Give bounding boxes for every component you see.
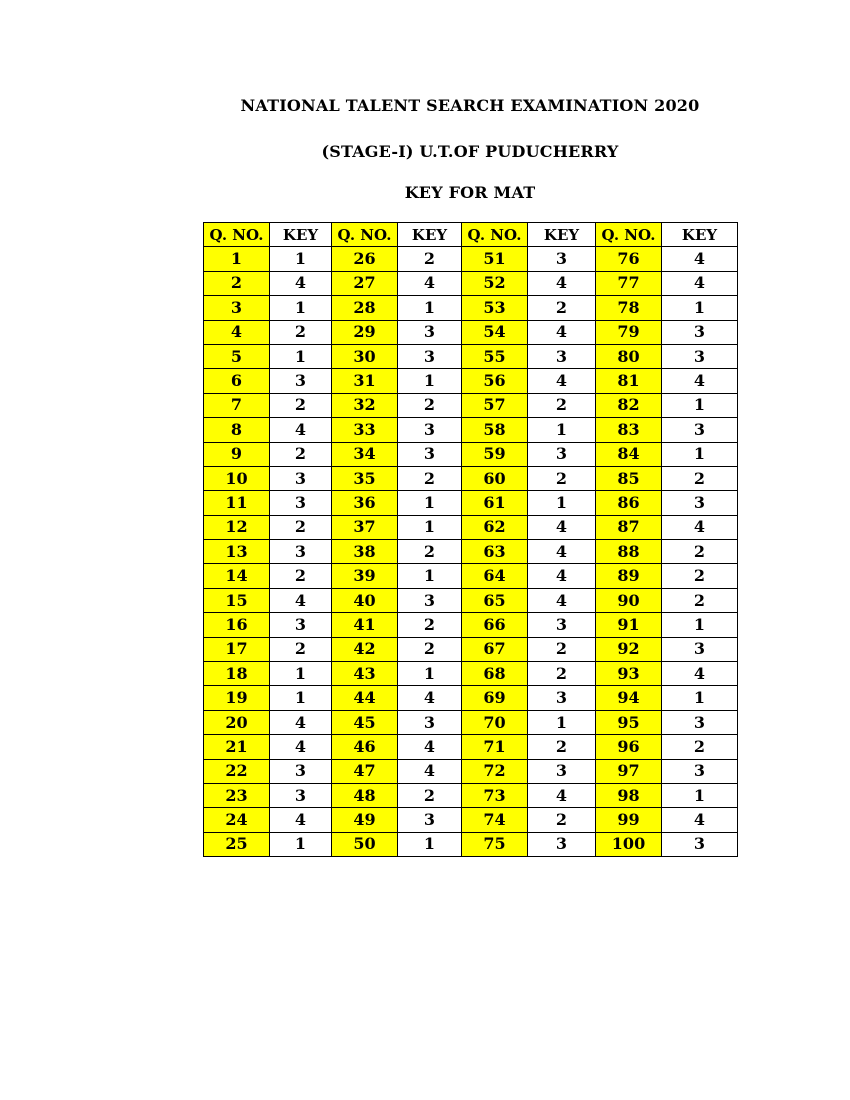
answer-key-cell: 3	[662, 637, 738, 661]
answer-key-cell: 4	[528, 515, 596, 539]
question-number-cell: 68	[462, 662, 528, 686]
table-row	[204, 442, 738, 466]
question-number-cell: 81	[596, 369, 662, 393]
question-number-cell: 98	[596, 783, 662, 807]
answer-key-cell: 2	[398, 540, 462, 564]
answer-key-cell: 1	[398, 515, 462, 539]
question-number-cell: 5	[204, 344, 270, 368]
question-number-cell: 24	[204, 808, 270, 832]
answer-key-cell: 4	[528, 588, 596, 612]
answer-key-cell: 3	[528, 442, 596, 466]
answer-key-cell: 1	[662, 686, 738, 710]
question-number-cell: 83	[596, 418, 662, 442]
question-number-cell: 30	[332, 344, 398, 368]
question-number-cell: 74	[462, 808, 528, 832]
answer-key-cell: 2	[528, 808, 596, 832]
question-number-cell: 96	[596, 735, 662, 759]
question-number-cell: 21	[204, 735, 270, 759]
question-number-cell: 51	[462, 247, 528, 271]
table-row	[204, 491, 738, 515]
header-key: KEY	[270, 223, 332, 247]
question-number-cell: 57	[462, 393, 528, 417]
question-number-cell: 27	[332, 271, 398, 295]
question-number-cell: 34	[332, 442, 398, 466]
answer-key-cell: 4	[662, 808, 738, 832]
question-number-cell: 3	[204, 296, 270, 320]
question-number-cell: 9	[204, 442, 270, 466]
table-row	[204, 466, 738, 490]
answer-key-cell: 4	[528, 564, 596, 588]
answer-key-cell: 1	[270, 662, 332, 686]
answer-key-cell: 4	[528, 540, 596, 564]
answer-key-cell: 3	[270, 491, 332, 515]
question-number-cell: 90	[596, 588, 662, 612]
question-number-cell: 19	[204, 686, 270, 710]
table-row	[204, 320, 738, 344]
question-number-cell: 73	[462, 783, 528, 807]
answer-key-cell: 1	[398, 662, 462, 686]
answer-key-cell: 1	[662, 393, 738, 417]
answer-key-cell: 1	[662, 442, 738, 466]
question-number-cell: 15	[204, 588, 270, 612]
answer-key-cell: 3	[528, 832, 596, 856]
answer-key-cell: 3	[662, 832, 738, 856]
table-row	[204, 832, 738, 856]
answer-key-cell: 3	[662, 320, 738, 344]
answer-key-cell: 3	[528, 344, 596, 368]
question-number-cell: 92	[596, 637, 662, 661]
answer-key-cell: 3	[398, 320, 462, 344]
table-row	[204, 564, 738, 588]
question-number-cell: 79	[596, 320, 662, 344]
table-row	[204, 393, 738, 417]
question-number-cell: 41	[332, 613, 398, 637]
table-row	[204, 613, 738, 637]
answer-key-cell: 2	[270, 564, 332, 588]
answer-key-cell: 4	[528, 271, 596, 295]
section-title: KEY FOR MAT	[404, 183, 536, 202]
question-number-cell: 66	[462, 613, 528, 637]
answer-key-cell: 3	[662, 491, 738, 515]
answer-key-cell: 2	[528, 735, 596, 759]
table-row	[204, 296, 738, 320]
answer-key-cell: 3	[398, 710, 462, 734]
question-number-cell: 49	[332, 808, 398, 832]
question-number-cell: 44	[332, 686, 398, 710]
question-number-cell: 38	[332, 540, 398, 564]
question-number-cell: 70	[462, 710, 528, 734]
question-number-cell: 10	[204, 466, 270, 490]
question-number-cell: 76	[596, 247, 662, 271]
table-row	[204, 540, 738, 564]
question-number-cell: 89	[596, 564, 662, 588]
answer-key-cell: 3	[662, 418, 738, 442]
answer-key-cell: 2	[398, 613, 462, 637]
question-number-cell: 55	[462, 344, 528, 368]
answer-key-cell: 4	[270, 710, 332, 734]
table-row	[204, 271, 738, 295]
question-number-cell: 94	[596, 686, 662, 710]
question-number-cell: 8	[204, 418, 270, 442]
answer-key-cell: 3	[270, 613, 332, 637]
question-number-cell: 54	[462, 320, 528, 344]
answer-key-cell: 2	[398, 637, 462, 661]
answer-key-cell: 2	[528, 662, 596, 686]
table-row	[204, 369, 738, 393]
answer-key-cell: 2	[398, 466, 462, 490]
question-number-cell: 35	[332, 466, 398, 490]
question-number-cell: 16	[204, 613, 270, 637]
question-number-cell: 67	[462, 637, 528, 661]
table-header-row	[204, 223, 738, 247]
table-row	[204, 515, 738, 539]
answer-key-cell: 3	[270, 369, 332, 393]
question-number-cell: 26	[332, 247, 398, 271]
answer-key-cell: 2	[528, 637, 596, 661]
answer-key-cell: 1	[398, 491, 462, 515]
answer-key-cell: 1	[270, 296, 332, 320]
question-number-cell: 18	[204, 662, 270, 686]
question-number-cell: 17	[204, 637, 270, 661]
answer-key-cell: 4	[270, 588, 332, 612]
question-number-cell: 95	[596, 710, 662, 734]
answer-key-cell: 3	[662, 759, 738, 783]
answer-key-cell: 1	[528, 418, 596, 442]
question-number-cell: 40	[332, 588, 398, 612]
question-number-cell: 72	[462, 759, 528, 783]
answer-key-cell: 1	[270, 247, 332, 271]
question-number-cell: 22	[204, 759, 270, 783]
question-number-cell: 2	[204, 271, 270, 295]
answer-key-cell: 2	[662, 466, 738, 490]
header-question-number: Q. NO.	[462, 223, 528, 247]
question-number-cell: 80	[596, 344, 662, 368]
table-row	[204, 418, 738, 442]
answer-key-cell: 4	[270, 418, 332, 442]
question-number-cell: 12	[204, 515, 270, 539]
answer-key-cell: 2	[528, 296, 596, 320]
answer-key-cell: 2	[270, 393, 332, 417]
table-row	[204, 686, 738, 710]
question-number-cell: 87	[596, 515, 662, 539]
question-number-cell: 42	[332, 637, 398, 661]
page-title: NATIONAL TALENT SEARCH EXAMINATION 2020	[240, 96, 700, 115]
question-number-cell: 11	[204, 491, 270, 515]
question-number-cell: 52	[462, 271, 528, 295]
question-number-cell: 33	[332, 418, 398, 442]
table-row	[204, 588, 738, 612]
question-number-cell: 60	[462, 466, 528, 490]
answer-key-cell: 1	[398, 296, 462, 320]
answer-key-cell: 4	[528, 783, 596, 807]
question-number-cell: 77	[596, 271, 662, 295]
question-number-cell: 32	[332, 393, 398, 417]
answer-key-cell: 3	[398, 808, 462, 832]
question-number-cell: 45	[332, 710, 398, 734]
question-number-cell: 58	[462, 418, 528, 442]
answer-key-cell: 1	[662, 783, 738, 807]
answer-key-cell: 1	[270, 344, 332, 368]
answer-key-cell: 4	[270, 735, 332, 759]
answer-key-cell: 3	[662, 344, 738, 368]
answer-key-cell: 4	[662, 369, 738, 393]
answer-key-cell: 1	[270, 832, 332, 856]
question-number-cell: 43	[332, 662, 398, 686]
header-question-number: Q. NO.	[204, 223, 270, 247]
answer-key-cell: 2	[528, 393, 596, 417]
question-number-cell: 29	[332, 320, 398, 344]
question-number-cell: 53	[462, 296, 528, 320]
answer-key-cell: 2	[662, 735, 738, 759]
answer-key-cell: 3	[270, 540, 332, 564]
question-number-cell: 65	[462, 588, 528, 612]
answer-key-cell: 3	[528, 686, 596, 710]
answer-key-cell: 3	[398, 344, 462, 368]
header-question-number: Q. NO.	[596, 223, 662, 247]
question-number-cell: 47	[332, 759, 398, 783]
question-number-cell: 71	[462, 735, 528, 759]
page-subtitle: (STAGE-I) U.T.OF PUDUCHERRY	[321, 142, 619, 161]
header-key: KEY	[662, 223, 738, 247]
answer-key-cell: 3	[528, 247, 596, 271]
question-number-cell: 64	[462, 564, 528, 588]
header-key: KEY	[398, 223, 462, 247]
answer-key-cell: 2	[662, 540, 738, 564]
answer-key-cell: 3	[662, 710, 738, 734]
answer-key-cell: 2	[528, 466, 596, 490]
table-row	[204, 637, 738, 661]
question-number-cell: 85	[596, 466, 662, 490]
answer-key-cell: 4	[662, 515, 738, 539]
question-number-cell: 84	[596, 442, 662, 466]
answer-key-cell: 3	[528, 759, 596, 783]
question-number-cell: 56	[462, 369, 528, 393]
answer-key-cell: 4	[398, 735, 462, 759]
question-number-cell: 97	[596, 759, 662, 783]
answer-key-cell: 3	[398, 418, 462, 442]
question-number-cell: 7	[204, 393, 270, 417]
answer-key-table	[203, 222, 738, 857]
table-row	[204, 783, 738, 807]
question-number-cell: 78	[596, 296, 662, 320]
table-row	[204, 662, 738, 686]
answer-key-cell: 2	[398, 247, 462, 271]
question-number-cell: 39	[332, 564, 398, 588]
question-number-cell: 20	[204, 710, 270, 734]
question-number-cell: 59	[462, 442, 528, 466]
question-number-cell: 25	[204, 832, 270, 856]
header-question-number: Q. NO.	[332, 223, 398, 247]
answer-key-cell: 3	[398, 442, 462, 466]
question-number-cell: 99	[596, 808, 662, 832]
question-number-cell: 46	[332, 735, 398, 759]
answer-key-cell: 1	[270, 686, 332, 710]
answer-key-cell: 2	[398, 783, 462, 807]
answer-key-cell: 3	[270, 466, 332, 490]
question-number-cell: 50	[332, 832, 398, 856]
question-number-cell: 37	[332, 515, 398, 539]
answer-key-cell: 2	[662, 564, 738, 588]
question-number-cell: 13	[204, 540, 270, 564]
question-number-cell: 1	[204, 247, 270, 271]
answer-key-cell: 3	[270, 783, 332, 807]
answer-key-cell: 4	[398, 759, 462, 783]
question-number-cell: 61	[462, 491, 528, 515]
answer-key-cell: 4	[662, 247, 738, 271]
answer-key-cell: 3	[398, 588, 462, 612]
answer-key-cell: 3	[270, 759, 332, 783]
answer-key-cell: 4	[662, 271, 738, 295]
answer-key-cell: 4	[662, 662, 738, 686]
table-row	[204, 759, 738, 783]
table-row	[204, 710, 738, 734]
answer-key-cell: 2	[270, 442, 332, 466]
answer-key-cell: 4	[270, 271, 332, 295]
header-key: KEY	[528, 223, 596, 247]
question-number-cell: 31	[332, 369, 398, 393]
question-number-cell: 100	[596, 832, 662, 856]
answer-key-cell: 1	[528, 710, 596, 734]
question-number-cell: 6	[204, 369, 270, 393]
question-number-cell: 93	[596, 662, 662, 686]
question-number-cell: 36	[332, 491, 398, 515]
question-number-cell: 63	[462, 540, 528, 564]
answer-key-cell: 1	[662, 296, 738, 320]
answer-key-cell: 2	[270, 515, 332, 539]
answer-key-cell: 3	[528, 613, 596, 637]
table-row	[204, 247, 738, 271]
question-number-cell: 23	[204, 783, 270, 807]
answer-key-cell: 2	[398, 393, 462, 417]
answer-key-cell: 2	[270, 320, 332, 344]
table-row	[204, 344, 738, 368]
answer-key-cell: 4	[528, 320, 596, 344]
answer-key-cell: 1	[398, 832, 462, 856]
question-number-cell: 69	[462, 686, 528, 710]
question-number-cell: 48	[332, 783, 398, 807]
answer-key-cell: 2	[662, 588, 738, 612]
question-number-cell: 82	[596, 393, 662, 417]
answer-key-cell: 2	[270, 637, 332, 661]
answer-key-cell: 1	[398, 564, 462, 588]
question-number-cell: 4	[204, 320, 270, 344]
answer-key-cell: 1	[398, 369, 462, 393]
answer-key-cell: 4	[270, 808, 332, 832]
question-number-cell: 75	[462, 832, 528, 856]
question-number-cell: 91	[596, 613, 662, 637]
question-number-cell: 88	[596, 540, 662, 564]
question-number-cell: 28	[332, 296, 398, 320]
table-row	[204, 808, 738, 832]
answer-key-cell: 1	[662, 613, 738, 637]
answer-key-cell: 1	[528, 491, 596, 515]
answer-key-cell: 4	[398, 271, 462, 295]
answer-key-cell: 4	[528, 369, 596, 393]
question-number-cell: 86	[596, 491, 662, 515]
table-body	[204, 247, 738, 857]
table-row	[204, 735, 738, 759]
question-number-cell: 62	[462, 515, 528, 539]
question-number-cell: 14	[204, 564, 270, 588]
answer-key-cell: 4	[398, 686, 462, 710]
